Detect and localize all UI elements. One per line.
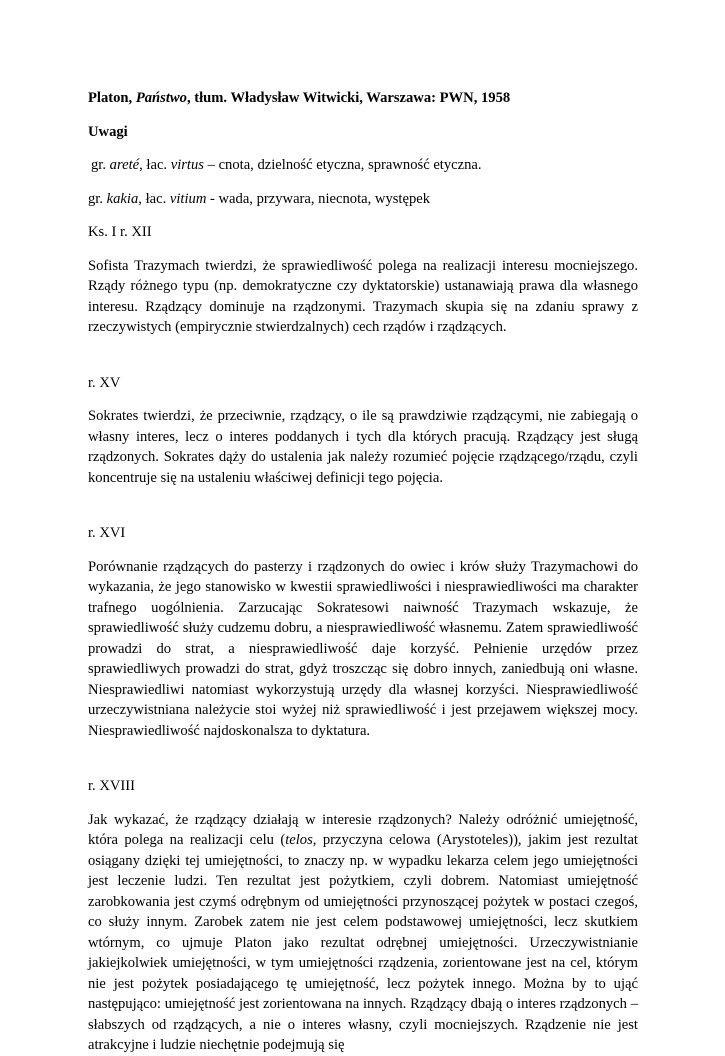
- section-paragraph-xii: Sofista Trazymach twierdzi, że sprawiedliwość polega na realizacji interesu mocniejszego. Rządy różnego typu (np. demokratyczne czy dyktatorskie) ustanawiają prawa dla własnego interesu. Rządzący dominuje na rządzonymi. Trazymach skupia się na zdaniu sprawy z rzeczywistych (empirycznie stwierdzalnych) cech rządów i rządzących.: [88, 257, 638, 335]
- note-mid: , łac.: [139, 157, 171, 173]
- spacer: [88, 338, 638, 373]
- document-page: [88, 88, 638, 1056]
- section-heading-xv: r. XV: [88, 374, 121, 391]
- publication-details: , tłum. Władysław Witwicki, Warszawa: PWN, 1958: [186, 90, 511, 106]
- bibliography-line: [88, 88, 638, 109]
- section-heading-xii: Ks. I r. XII: [88, 224, 152, 240]
- spacer: [88, 488, 638, 523]
- paragraph-text: , przyczyna celowa (Arystoteles)), jakim jest rezultat osiągany dzięki tej umiejętności, to znaczy np. w wypadku lekarza celem jego umiejętności jest leczenie ludzi. Ten rezultat jest pożytkiem, czyli dobrem. Natomiast umiejętność zarobkowania jest czymś odrębnym od umiejętności przynoszącej pożytek w postaci czegoś, co służy innym. Zarobek zatem nie jest celem podstawowej umiejętności, lecz skutkiem wtórnym, co ujmuje Platon jako rezultat odrębnej umiejętności. Urzeczywistnianie jakiejkolwiek umiejętności, w tym umiejętności rządzenia, zorientowane jest na cel, którym nie jest pożytek posiadającego tę umiejętność, lecz pożytek innego. Można by to ująć następująco: umiejętność jest zorientowana na innych. Rządzący dbają o interes rządzonych – słabszych od rządzących, a nie o interes własny, czyli mocniejszych. Rządzenie nie jest atrakcyjne i ludzie niechętnie podejmują się: [88, 832, 638, 1053]
- note-prefix: gr.: [91, 157, 110, 173]
- note-definition: – cnota, dzielność etyczna, sprawność etyczna.: [203, 157, 482, 173]
- section-paragraph-xviii: [88, 810, 638, 1056]
- italic-term: telos: [285, 832, 313, 848]
- note-kakia: [88, 189, 638, 210]
- paragraph-text: Jak wykazać, że rządzący działają w interesie rządzonych? Należy odróżnić umiejętność, która polega na realizacji celu (: [88, 811, 638, 848]
- work-title: Państwo: [135, 90, 187, 106]
- note-arete: [91, 155, 638, 176]
- greek-term: kakia: [106, 190, 139, 207]
- spacer: [88, 741, 638, 776]
- section-paragraph-xv: Sokrates twierdzi, że przeciwnie, rządzący, o ile są prawdziwie rządzącymi, nie zabiegają o własny interes, lecz o interes poddanych i tych dla których pracują. Rządzący jest sługą rządzonych. Sokrates dąży do ustalenia jak należy rozumieć pojęcie rządzącego/rządu, czyli koncentruje się na ustaleniu właściwej definicji tego pojęcia.: [88, 408, 638, 486]
- note-mid: , łac.: [138, 190, 170, 207]
- latin-term: vitium: [169, 190, 207, 207]
- section-paragraph-xvi: Porównanie rządzących do pasterzy i rządzonych do owiec i krów służy Trazymachowi do wykazania, że jego stanowisko w kwestii sprawiedliwości i niesprawiedliwości ma charakter trafnego uogólnienia. Zarzucając Sokratesowi naiwność Trazymach wskazuje, że sprawiedliwość służy cudzemu dobru, a niesprawiedliwość własnemu. Zatem sprawiedliwość prowadzi do strat, a niesprawiedliwość daje korzyść. Pełnienie urzędów przez sprawiedliwych prowadzi do strat, gdyż troszcząc się dobro innych, zaniedbują oni własne. Niesprawiedliwi natomiast wykorzystują urzędy dla własnej korzyści. Niesprawiedliwość urzeczywistniana należycie stoi wyżej niż sprawiedliwość i jest przejawem większej mocy. Niesprawiedliwość najdoskonalsza to dyktatura.: [88, 558, 638, 739]
- author: Platon,: [88, 90, 136, 106]
- note-definition: - wada, przywara, niecnota, występek: [206, 190, 431, 207]
- latin-term: virtus: [170, 157, 204, 173]
- note-prefix: gr.: [88, 190, 107, 207]
- notes-heading: Uwagi: [88, 123, 128, 140]
- greek-term: areté: [109, 157, 140, 173]
- section-heading-xvi: r. XVI: [88, 525, 126, 541]
- section-heading-xviii: r. XVIII: [88, 778, 136, 794]
